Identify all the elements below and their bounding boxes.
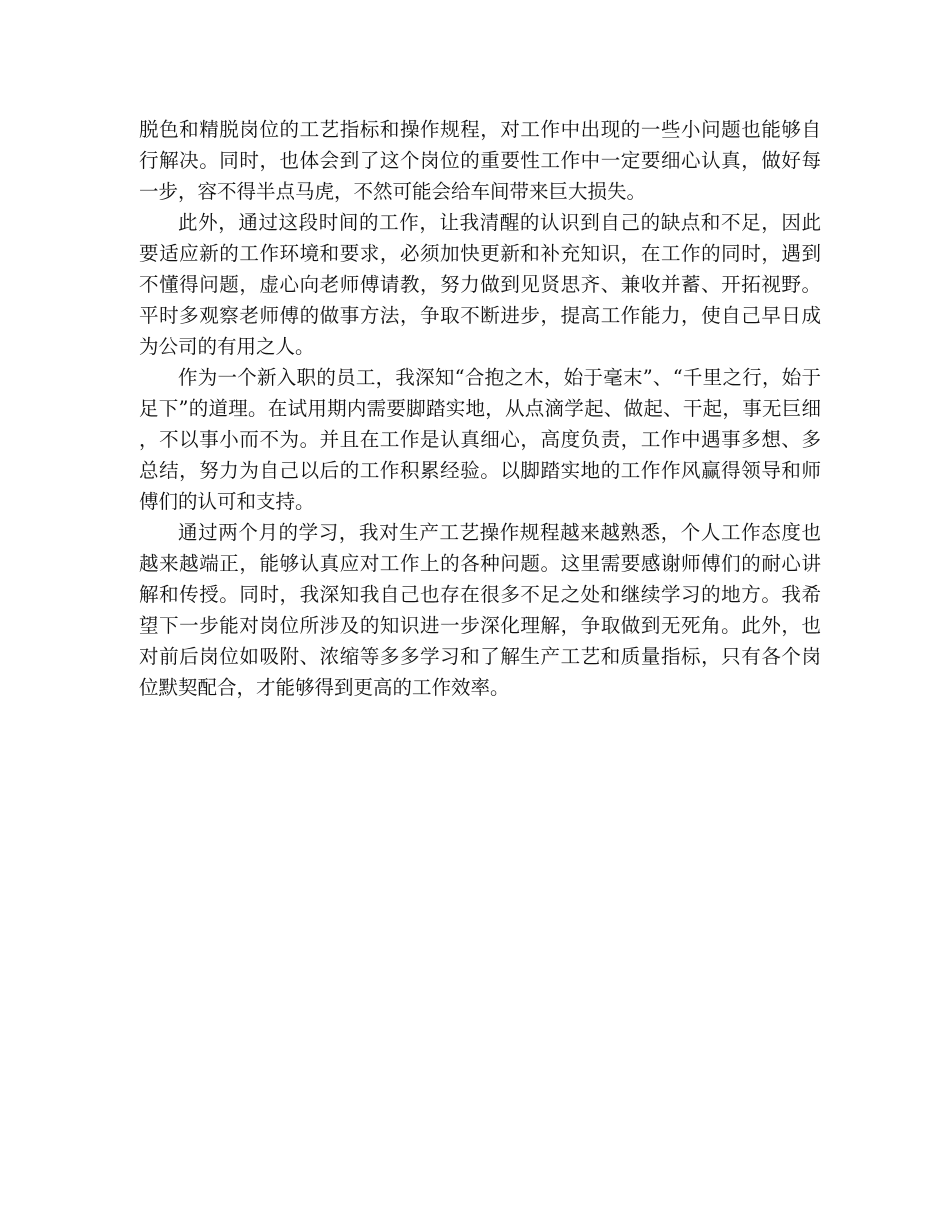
document-body [139, 114, 821, 703]
paragraph-two-months-summary: 通过两个月的学习，我对生产工艺操作规程越来越熟悉，个人工作态度也越来越端正，能够认真应对工作上的各种问题。这里需要感谢师傅们的耐心讲解和传授。同时，我深知我自己也存在很多不足之处和继续学习的地方。我希望下一步能对岗位所涉及的知识进一步深化理解，争取做到无死角。此外，也对前后岗位如吸附、浓缩等多多学习和了解生产工艺和质量指标，只有各个岗位默契配合，才能够得到更高的工作效率。 [139, 521, 821, 699]
paragraph-continuation: 脱色和精脱岗位的工艺指标和操作规程，对工作中出现的一些小问题也能够自行解决。同时，也体会到了这个岗位的重要性工作中一定要细心认真，做好每一步，容不得半点马虎，不然可能会给车间带来巨大损失。 [139, 118, 821, 203]
paragraph-new-employee: 作为一个新入职的员工，我深知“合抱之木，始于毫末”、“千里之行，始于足下”的道理。在试用期内需要脚踏实地，从点滴学起、做起、干起，事无巨细，不以事小而不为。并且在工作是认真细心，高度负责，工作中遇事多想、多总结，努力为自己以后的工作积累经验。以脚踏实地的工作作风赢得领导和师傅们的认可和支持。 [139, 366, 821, 513]
paragraph-self-reflection: 此外，通过这段时间的工作，让我清醒的认识到自己的缺点和不足，因此要适应新的工作环境和要求，必须加快更新和补充知识，在工作的同时，遇到不懂得问题，虚心向老师傅请教，努力做到见贤思齐、兼收并蓄、开拓视野。平时多观察老师傅的做事方法，争取不断进步，提高工作能力，使自己早日成为公司的有用之人。 [139, 211, 821, 358]
